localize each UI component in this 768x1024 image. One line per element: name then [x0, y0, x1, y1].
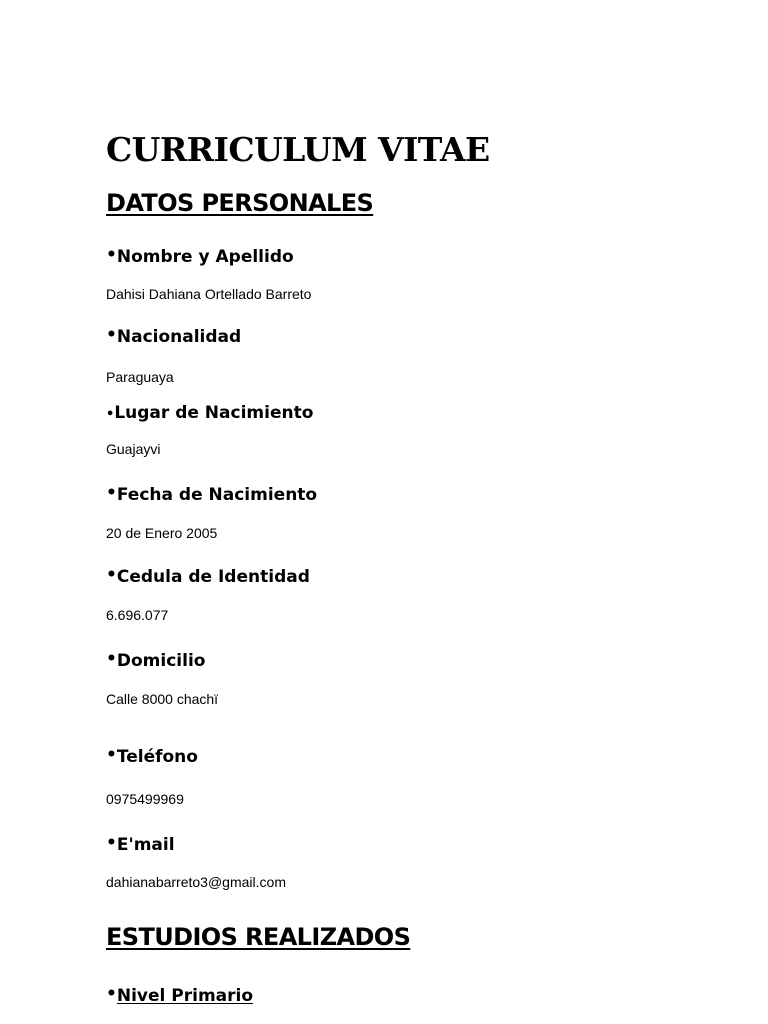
field-value-cedula: 6.696.077	[106, 607, 169, 623]
bullet-icon: •	[106, 483, 117, 503]
bullet-icon: •	[106, 649, 117, 669]
study-item-primario	[106, 985, 253, 1007]
bullet-icon: •	[106, 745, 117, 765]
field-label-text: E'mail	[116, 835, 175, 855]
bullet-icon: •	[106, 325, 117, 345]
section-heading-studies: ESTUDIOS REALIZADOS	[106, 923, 411, 951]
field-label-nombre	[106, 246, 294, 268]
field-label-text: Teléfono	[116, 747, 198, 767]
field-value-telefono: 0975499969	[106, 791, 184, 807]
field-label-telefono	[106, 746, 198, 768]
field-label-lugar	[106, 402, 313, 426]
bullet-icon: •	[106, 407, 115, 422]
field-label-text: Fecha de Nacimiento	[116, 485, 318, 505]
field-value-nombre: Dahisi Dahiana Ortellado Barreto	[106, 286, 312, 302]
field-label-domicilio	[106, 650, 205, 672]
section-heading-personal: DATOS PERSONALES	[106, 189, 374, 217]
field-value-lugar: Guajayvi	[106, 441, 161, 457]
field-value-email: dahianabarreto3@gmail.com	[106, 874, 286, 890]
bullet-icon: •	[106, 984, 117, 1004]
field-label-nacionalidad	[106, 326, 241, 348]
field-value-domicilio: Calle 8000 chachï	[106, 691, 219, 707]
field-label-text: Cedula de Identidad	[116, 567, 310, 587]
field-label-fecha	[106, 484, 317, 506]
field-label-text: Nacionalidad	[116, 327, 242, 347]
field-label-text: Domicilio	[116, 651, 206, 671]
field-label-text: Nombre y Apellido	[116, 247, 294, 267]
bullet-icon: •	[106, 565, 117, 585]
field-label-cedula	[106, 566, 310, 588]
field-label-email	[106, 834, 175, 856]
field-value-fecha: 20 de Enero 2005	[106, 525, 218, 541]
document-title: CURRICULUM VITAE	[106, 130, 490, 169]
field-value-nacionalidad: Paraguaya	[106, 369, 174, 385]
field-label-text: Lugar de Nacimiento	[114, 403, 314, 423]
study-item-label: Nivel Primario	[116, 986, 254, 1006]
bullet-icon: •	[106, 245, 117, 265]
bullet-icon: •	[106, 833, 117, 853]
